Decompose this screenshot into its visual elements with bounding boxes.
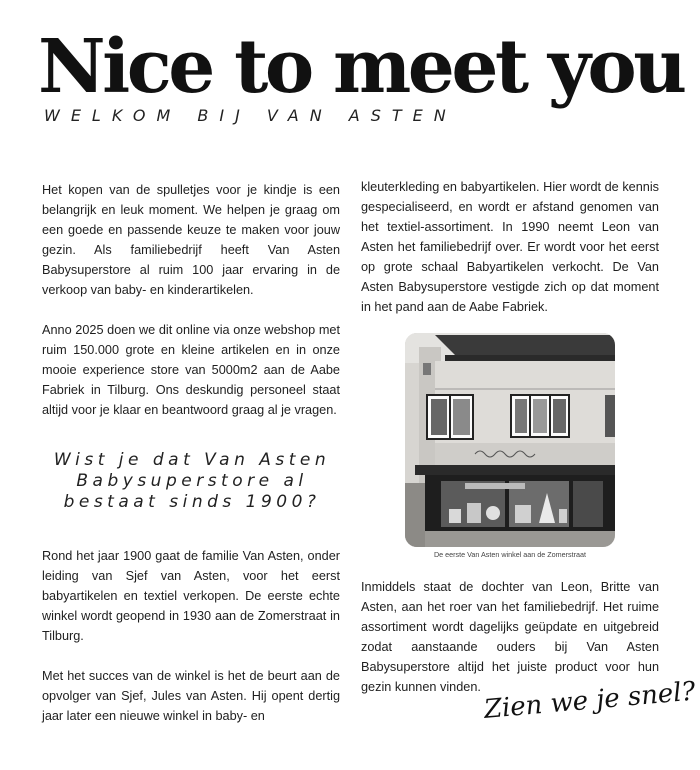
right-column-continued xyxy=(361,177,659,317)
photo-caption: De eerste Van Asten winkel aan de Zomerstraat xyxy=(433,550,587,559)
left-column-online xyxy=(42,320,340,420)
page-subtitle: WELKOM BIJ VAN ASTEN xyxy=(44,106,457,125)
successor-paragraph: Met het succes van de winkel is het de beurt aan de opvolger van Sjef, Jules van Asten. Hij opent dertig jaar later een nieuwe winkel in baby- en xyxy=(42,669,340,723)
signoff-script: Zien we je snel? xyxy=(482,676,697,725)
continued-paragraph: kleuterkleding en babyartikelen. Hier wordt de kennis gespecialiseerd, en wordt er afstand genomen van het textiel-assortiment. In 1990 neemt Leon van Asten het familiebedrijf over. Er wordt voor het eerst op grote schaal Babyartikelen verkocht. De Van Asten Babysuperstore vestigde zich op dat moment in het pand aan de Aabe Fabriek. xyxy=(361,180,659,314)
online-store-paragraph: Anno 2025 doen we dit online via onze webshop met ruim 150.000 grote en kleine artikelen en in onze mooie experience store van 5000m2 aan de Aabe Fabriek in Tilburg. Ons deskundig personeel staat altijd voor je klaar en beantwoord graag al je vragen. xyxy=(42,323,340,417)
history-paragraph: Rond het jaar 1900 gaat de familie Van Asten, onder leiding van Sjef van Asten, voor het eerst babyartikelen en textiel verkopen. De eerste echte winkel wordt geopend in 1930 aan de Zomerstraat in Tilburg. xyxy=(42,549,340,643)
historic-store-photo xyxy=(405,333,615,547)
left-column-intro xyxy=(42,180,340,300)
left-column-successor xyxy=(42,666,340,726)
left-column-history xyxy=(42,546,340,646)
current-owner-paragraph: Inmiddels staat de dochter van Leon, Britte van Asten, aan het roer van het familiebedrijf. Het ruime assortiment wordt dagelijks geüpdate en uitgebreid zodat aanstaande ouders bij Van Asten Babysuperstore altijd het juiste product voor hun gezin kunnen vinden. xyxy=(361,580,659,694)
page-title: Nice to meet you xyxy=(38,24,684,110)
history-quote: Wist je dat Van Asten Babysuperstore al bestaat sinds 1900? xyxy=(53,450,331,512)
intro-paragraph: Het kopen van de spulletjes voor je kindje is een belangrijk en leuk moment. We helpen je graag om een goede en passende keuze te maken voor jouw gezin. Als familiebedrijf heeft Van Asten Babysuperstore al ruim 100 jaar ervaring in de verkoop van baby- en kinderartikelen. xyxy=(42,183,340,297)
